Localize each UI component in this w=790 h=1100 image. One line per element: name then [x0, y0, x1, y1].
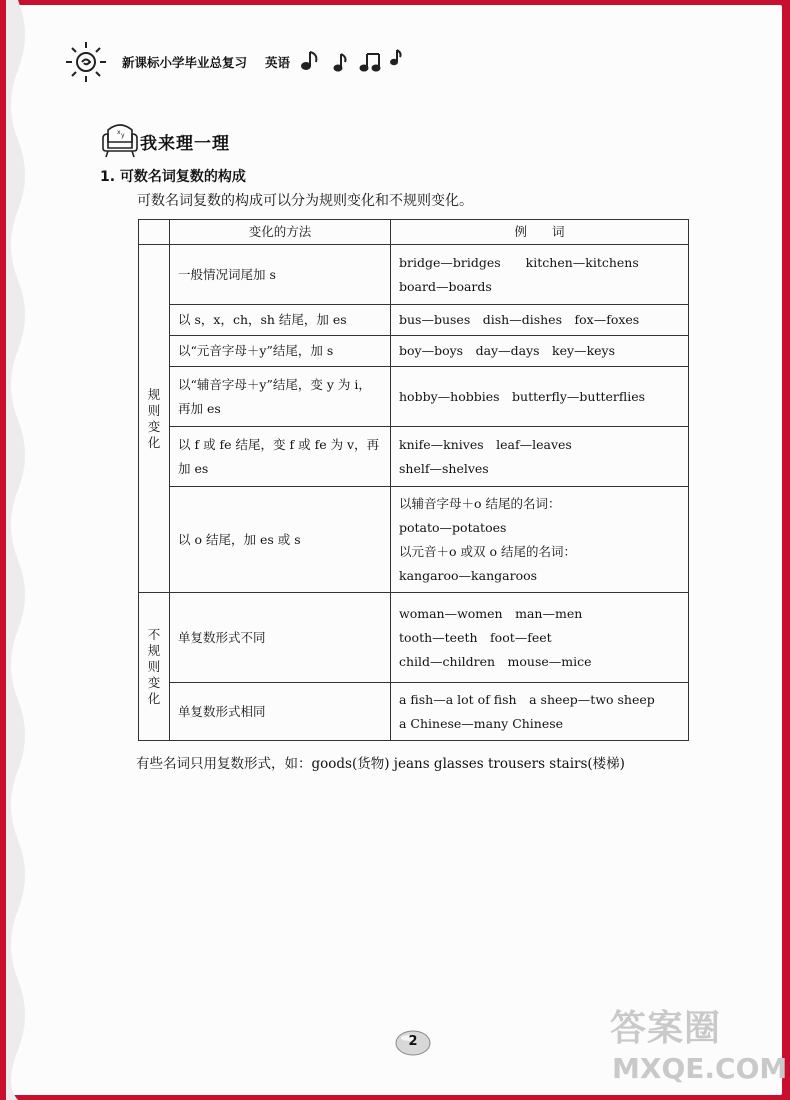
table-row [139, 683, 689, 741]
method-cell: 以 o 结尾，加 es 或 s [170, 487, 391, 593]
examples-cell [391, 593, 689, 683]
example-line: 以辅音字母＋o 结尾的名词： [399, 495, 561, 511]
table-row [139, 336, 689, 367]
example-line: potato—potatoes [399, 519, 507, 535]
examples-cell [391, 245, 689, 305]
table-row [139, 593, 689, 683]
table-row [139, 427, 689, 487]
example-line: shelf—shelves [399, 460, 489, 476]
section-title: 我来理一理 [140, 134, 230, 154]
regular-label: 规则变化 [147, 386, 161, 450]
scalloped-edge [6, 0, 34, 1100]
example-line: a Chinese—many Chinese [399, 715, 564, 731]
intro-text: 可数名词复数的构成可以分为规则变化和不规则变化。 [137, 193, 473, 209]
outro-text: 有些名词只用复数形式，如：goods(货物) jeans glasses trousers stairs(楼梯) [136, 756, 625, 772]
examples-cell [391, 305, 689, 336]
examples-cell [391, 487, 689, 593]
regular-category-cell [139, 245, 170, 593]
example-line: tooth—teeth foot—feet [399, 629, 552, 645]
irregular-category-cell [139, 593, 170, 741]
sun-icon [60, 38, 110, 84]
method-cell: 以“辅音字母＋y”结尾，变 y 为 i，再加 es [170, 367, 391, 427]
subject-label: 英语 [265, 55, 291, 70]
series-title: 新课标小学毕业总复习 [122, 55, 248, 70]
header-blank-cell [139, 220, 170, 245]
examples-cell [391, 336, 689, 367]
examples-cell [391, 427, 689, 487]
example-line: hobby—hobbies butterfly—butterflies [399, 388, 646, 404]
example-line: knife—knives leaf—leaves [399, 436, 572, 452]
method-cell: 以 f 或 fe 结尾，变 f 或 fe 为 v，再加 es [170, 427, 391, 487]
examples-cell [391, 367, 689, 427]
table-row [139, 487, 689, 593]
method-cell: 以“元音字母＋y”结尾，加 s [170, 336, 391, 367]
method-cell: 以 s，x，ch，sh 结尾，加 es [170, 305, 391, 336]
method-cell: 一般情况词尾加 s [170, 245, 391, 305]
svg-text:y: y [121, 132, 125, 139]
example-line: bus—buses dish—dishes fox—foxes [399, 312, 640, 327]
example-line: boy—boys day—days key—keys [399, 343, 616, 358]
page-number: 2 [408, 1034, 418, 1049]
header-method: 变化的方法 [170, 220, 391, 245]
table-header-row [139, 220, 689, 245]
table-row [139, 367, 689, 427]
watermark-url: MXQE.COM [612, 1052, 788, 1085]
armchair-icon [100, 120, 140, 160]
item-title: 1. 可数名词复数的构成 [100, 169, 246, 185]
method-cell: 单复数形式相同 [170, 683, 391, 741]
header-examples: 例 词 [391, 220, 689, 245]
music-notes-icon [298, 48, 408, 74]
watermark-text: 答案圈 [610, 1008, 722, 1049]
example-line: 以元音＋o 或双 o 结尾的名词： [399, 543, 576, 559]
example-line: child—children mouse—mice [399, 653, 592, 669]
svg-text:x: x [117, 129, 121, 136]
examples-cell [391, 683, 689, 741]
example-line: board—boards [399, 278, 492, 294]
table-row [139, 305, 689, 336]
method-cell: 单复数形式不同 [170, 593, 391, 683]
plural-rules-table [138, 219, 689, 741]
example-line: kangaroo—kangaroos [399, 567, 538, 583]
example-line: woman—women man—men [399, 605, 583, 621]
table-row [139, 245, 689, 305]
example-line: a fish—a lot of fish a sheep—two sheep [399, 691, 655, 707]
irregular-label: 不规则变化 [147, 626, 161, 706]
example-line: bridge—bridges kitchen—kitchens [399, 254, 639, 270]
page-number-badge [395, 1030, 431, 1056]
page-header [60, 38, 460, 84]
